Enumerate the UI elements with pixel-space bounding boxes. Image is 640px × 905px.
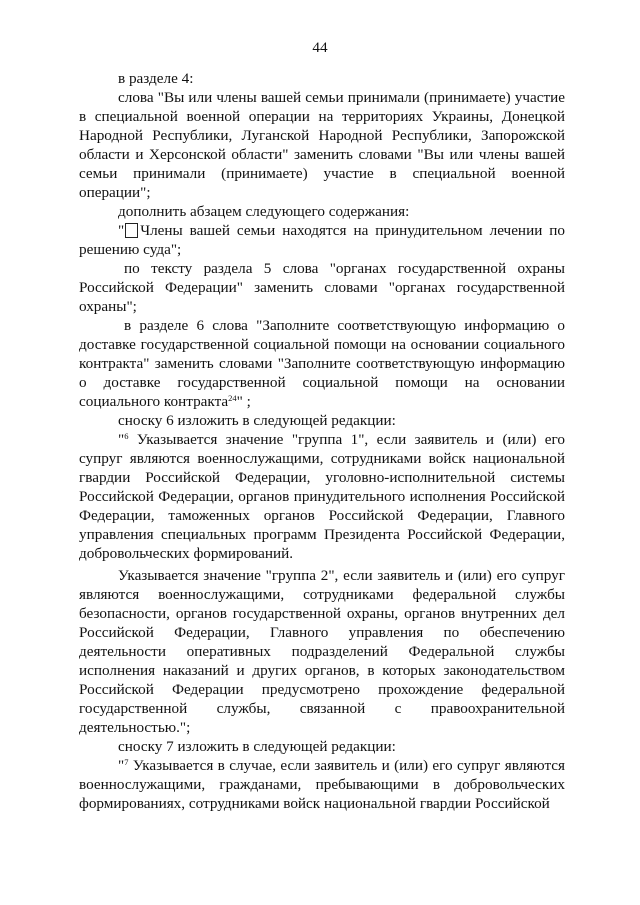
open-quote: " [118,757,125,774]
footnote-marker-6: 6 [124,431,129,441]
paragraph-group-2: Указывается значение "группа 2", если заявитель и (или) его супруг являются военнослужащими, сотрудниками федеральной службы безопасности, органов государственной охраны, органов внутренних дел Российской Федерации, Главного управления по обеспечению деятельности оперативных подразделений Федеральной службы исполнения наказаний и других органов, в которых законодательством Российской Федерации предусмотрено прохождение федеральной государственной службы, связанной с правоохранительной деятельностью."; [79,567,565,736]
paragraph-replace-words: слова "Вы или члены вашей семьи принимали (принимаете) участие в специальной военной операции на территориях Украины, Донецкой Народной Республики, Луганской Народной Республики, Запорожской области и Херсонской области" заменить словами "Вы или члены вашей семьи принимали (принимаете) участие в специальной военной операции"; [79,89,565,201]
open-quote: " [118,431,125,448]
section-6-end: " ; [236,393,251,410]
paragraph-footnote-6 [79,430,565,563]
section-6-text: в разделе 6 слова "Заполните соответствующую информацию о доставке государственной социальной помощи на основании социального контракта" заменить словами "Заполните соответствующую информацию о доставке государственной социальной помощи на основании социального контракта [79,317,565,410]
paragraph-new-clause [79,221,565,259]
document-body [79,69,565,813]
paragraph-section-4: в разделе 4: [118,70,194,87]
paragraph-add-clause: дополнить абзацем следующего содержания: [118,203,410,220]
footnote-marker-7: 7 [124,757,129,767]
open-quote: " [118,222,125,239]
page-number: 44 [312,39,328,56]
footnote-6-text: Указывается значение "группа 1", если заявитель и (или) его супруг являются военнослужащими, сотрудниками войск национальной гвардии Российской Федерации, уголовно-исполнительной системы Российской Федерации, органов принудительного исполнения Российской Федерации, таможенных органов Российской Федерации, Главного управления специальных программ Президента Российской Федерации, добровольческих формирований. [79,431,565,562]
checkbox-square-icon [125,223,138,238]
paragraph-footnote-7-heading: сноску 7 изложить в следующей редакции: [118,738,396,755]
paragraph-section-5: по тексту раздела 5 слова "органах государственной охраны Российской Федерации" заменить словами "органах государственной охраны"; [79,260,565,315]
paragraph-footnote-6-heading: сноску 6 изложить в следующей редакции: [118,412,396,429]
paragraph-section-6 [79,316,565,411]
footnote-ref-24: 24 [228,393,237,403]
footnote-7-text: Указывается в случае, если заявитель и (или) его супруг являются военнослужащими, гражданами, пребывающими в добровольческих формированиях, сотрудниками войск национальной гвардии Российской [79,757,565,812]
new-clause-text: Члены вашей семьи находятся на принудительном лечении по решению суда"; [79,222,565,258]
paragraph-footnote-7 [79,756,565,813]
